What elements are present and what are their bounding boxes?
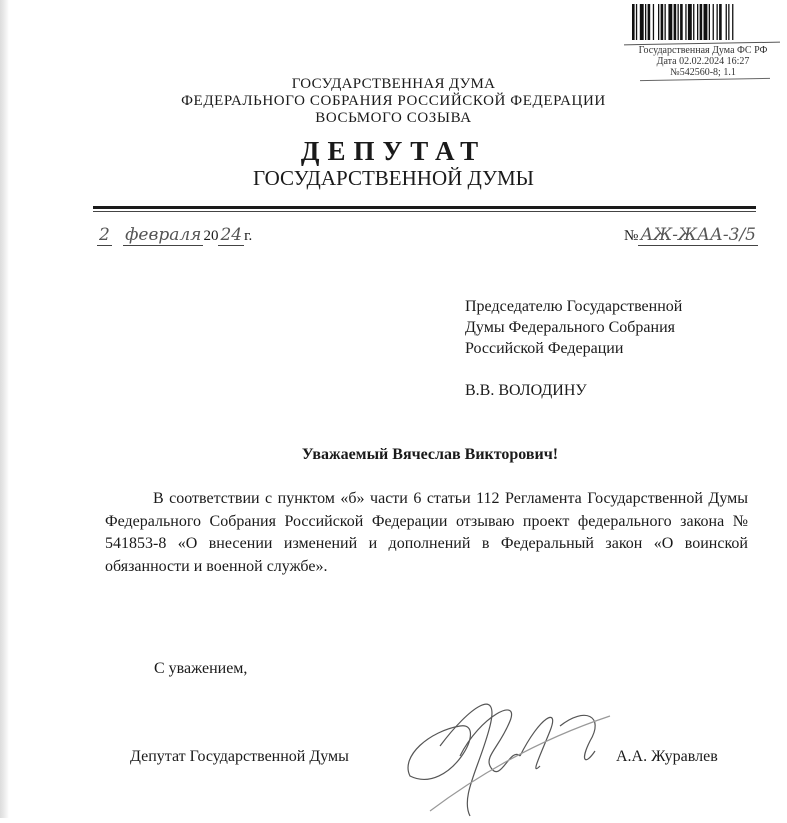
barcode-bar — [636, 4, 637, 40]
salutation: Уважаемый Вячеслав Викторович! — [301, 446, 559, 463]
barcode-bar — [674, 4, 677, 40]
barcode-bar — [717, 4, 718, 40]
date-month: февраля — [125, 225, 202, 245]
signer-title: Депутат Государственной Думы — [130, 748, 349, 765]
barcode-bar — [665, 4, 666, 40]
date-year-prefix: 20 — [203, 228, 219, 244]
letterhead-line-1: ГОСУДАРСТВЕННАЯ ДУМА — [291, 76, 496, 92]
stamp-number: №542560-8; 1.1 — [670, 67, 736, 78]
number-sign: № — [624, 228, 639, 244]
header-rule-thick — [93, 206, 756, 209]
barcode-bar — [693, 4, 694, 40]
addressee-name: В.В. ВОЛОДИНУ — [465, 382, 587, 399]
barcode-bar — [648, 4, 651, 40]
outgoing-date — [97, 225, 252, 253]
date-year-suffix: г. — [244, 228, 253, 244]
barcode-icon — [632, 4, 780, 40]
signer-name: А.А. Журавлев — [616, 748, 718, 765]
outgoing-number — [624, 225, 758, 253]
addressee-line-2: Думы Федерального Собрания — [465, 319, 675, 336]
stamp-date: Дата 02.02.2024 16:27 — [656, 56, 750, 67]
barcode-bar — [704, 4, 708, 40]
barcode-bar — [678, 4, 679, 40]
letterhead-line-2: ФЕДЕРАЛЬНОГО СОБРАНИЯ РОССИЙСКОЙ ФЕДЕРАЦИИ — [181, 93, 606, 109]
letterhead-subtitle: ГОСУДАРСТВЕННОЙ ДУМЫ — [253, 166, 534, 190]
addressee-block — [465, 296, 682, 359]
barcode-bar — [732, 4, 733, 40]
barcode-bar — [661, 4, 664, 40]
barcode-bar — [653, 4, 654, 40]
closing: С уважением, — [154, 660, 248, 677]
barcode-bar — [688, 4, 692, 40]
letterhead-line-3: ВОСЬМОГО СОЗЫВА — [315, 110, 472, 126]
barcode-bar — [640, 4, 644, 40]
barcode-bar — [645, 4, 646, 40]
barcode-bar — [658, 4, 659, 40]
date-year: 24 — [220, 225, 243, 245]
barcode-bar — [728, 4, 729, 40]
barcode-bar — [668, 4, 672, 40]
barcode-bar — [697, 4, 698, 40]
barcode-bar — [709, 4, 710, 40]
addressee-line-1: Председателю Государственной — [465, 298, 683, 315]
barcode-bar — [685, 4, 686, 40]
letterhead-title: ДЕПУТАТ — [300, 136, 487, 166]
barcode-bar — [632, 4, 635, 40]
barcode-bar — [680, 4, 683, 40]
addressee-line-3: Российской Федерации — [465, 340, 624, 357]
barcode-bar — [700, 4, 703, 40]
barcode-bar — [719, 4, 722, 40]
letter-body: В соответствии с пунктом «б» части 6 статьи 112 Регламента Государственной Думы Федерального Собрания Российской Федерации отзываю проект федерального закона № 541853-8 «О внесении изменений и дополнений в Федеральный закон «О воинской обязанности и военной службе». — [105, 490, 748, 575]
header-rule-thin — [93, 211, 756, 212]
stamp-organization: Государственная Дума ФС РФ — [638, 45, 768, 56]
barcode-bar — [713, 4, 714, 40]
number-value: АЖ-ЖАА-3/5 — [640, 225, 756, 245]
date-day: 2 — [99, 225, 110, 245]
handwritten-signature — [390, 686, 620, 818]
registration-stamp — [620, 2, 786, 82]
barcode-bar — [726, 4, 727, 40]
